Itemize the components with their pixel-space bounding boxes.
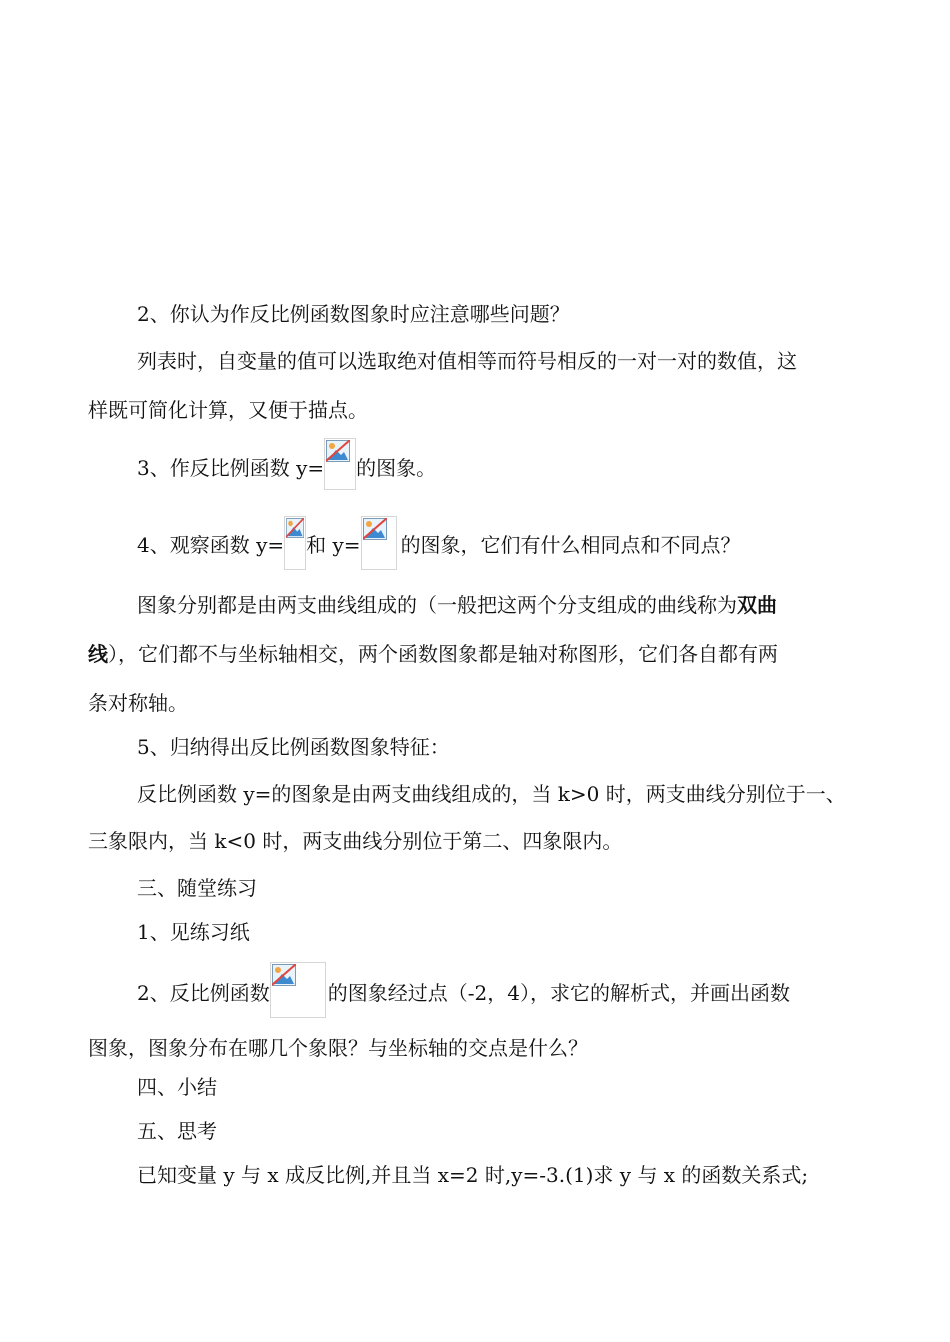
practice-2-prefix: 2、反比例函数 bbox=[137, 981, 270, 1005]
broken-image-icon bbox=[272, 964, 296, 986]
question-2: 2、你认为作反比例函数图象时应注意哪些问题？ bbox=[137, 302, 570, 326]
formula-image bbox=[361, 516, 397, 570]
question-4-prefix: 4、观察函数 y= bbox=[137, 533, 285, 557]
question-5: 5、归纳得出反比例函数图象特征： bbox=[137, 735, 450, 759]
formula-image bbox=[270, 962, 326, 1018]
practice-1: 1、见练习纸 bbox=[137, 920, 250, 944]
broken-image-icon bbox=[326, 440, 350, 462]
answer-5-line-1: 反比例函数 y=的图象是由两支曲线组成的，当 k>0 时，两支曲线分别位于一、 bbox=[137, 782, 846, 806]
section-3-heading: 三、随堂练习 bbox=[137, 876, 257, 900]
answer-4-line-2 bbox=[88, 642, 778, 666]
term-hyperbola-part-2: 线 bbox=[88, 642, 108, 666]
thinking-problem: 已知变量 y 与 x 成反比例,并且当 x=2 时,y=-3.(1)求 y 与 x 的函数关系式; bbox=[137, 1163, 809, 1187]
answer-4-line-1 bbox=[137, 593, 777, 617]
answer-2-line-2: 样既可简化计算，又便于描点。 bbox=[88, 398, 368, 422]
practice-2-suffix: 的图象经过点（-2，4），求它的解析式，并画出函数 bbox=[327, 981, 790, 1005]
practice-2-line-2: 图象，图象分布在哪几个象限？与坐标轴的交点是什么？ bbox=[88, 1036, 588, 1060]
formula-image bbox=[324, 438, 356, 490]
question-3-prefix: 3、作反比例函数 y= bbox=[137, 456, 325, 480]
answer-4-line-3: 条对称轴。 bbox=[88, 691, 188, 715]
answer-5-line-2: 三象限内，当 k<0 时，两支曲线分别位于第二、四象限内。 bbox=[88, 829, 623, 853]
term-hyperbola-part-1: 双曲 bbox=[737, 593, 777, 617]
broken-image-icon bbox=[363, 518, 387, 540]
question-4-middle: 和 y= bbox=[306, 533, 361, 557]
answer-4-text: 图象分别都是由两支曲线组成的（一般把这两个分支组成的曲线称为 bbox=[137, 593, 737, 617]
answer-2-line-1: 列表时，自变量的值可以选取绝对值相等而符号相反的一对一对的数值，这 bbox=[137, 349, 797, 373]
question-3 bbox=[137, 456, 436, 490]
section-5-heading: 五、思考 bbox=[137, 1119, 217, 1143]
question-3-suffix: 的图象。 bbox=[356, 456, 437, 480]
question-4 bbox=[137, 533, 741, 570]
question-4-suffix: 的图象，它们有什么相同点和不同点？ bbox=[400, 533, 741, 557]
practice-2 bbox=[137, 981, 790, 1018]
section-4-heading: 四、小结 bbox=[137, 1075, 217, 1099]
broken-image-icon bbox=[286, 518, 304, 538]
formula-image bbox=[284, 516, 306, 570]
answer-4-text-2: ），它们都不与坐标轴相交，两个函数图象都是轴对称图形，它们各自都有两 bbox=[108, 642, 778, 666]
